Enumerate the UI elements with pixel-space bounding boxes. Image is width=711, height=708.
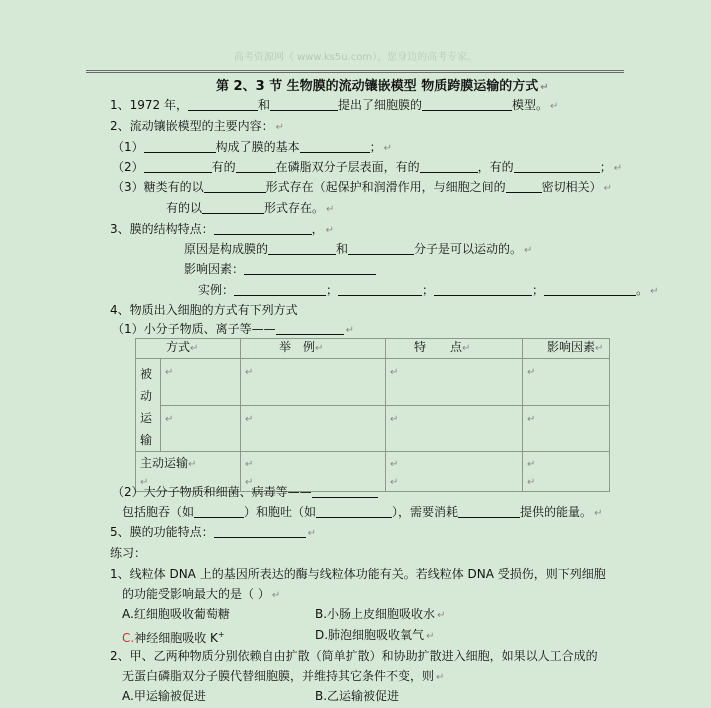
q2-line: 2、流动镶嵌模型的主要内容： ↵ (110, 119, 285, 133)
option-c: C.神经细胞吸收 K+ (122, 630, 225, 645)
q4-1-line: （1）小分子物质、离子等—— ↵ (112, 322, 355, 336)
header-rule-2 (86, 72, 624, 73)
exercise-1-line: 1、线粒体 DNA 上的基因所表达的酶与线粒体功能有关。若线粒体 DNA 受损伤，则下列细胞 (110, 567, 606, 581)
q2-1-line: （1） 构成了膜的基本 ； ↵ (112, 140, 393, 154)
table-cell: ↵ (241, 359, 386, 406)
table-cell: ↵ ↵ (241, 452, 386, 492)
table-header-factor: 影响因素↵ (523, 339, 610, 359)
table-cell: ↵ (386, 405, 523, 452)
option-d: D.肺泡细胞吸收氧气 ↵ (315, 628, 435, 642)
q2-2-line: （2） 有的 在磷脂双分子层表面，有的 ，有的 ； ↵ (112, 160, 623, 174)
option-b: B.小肠上皮细胞吸收水 ↵ (315, 607, 446, 621)
table-cell: ↵ ↵ (523, 452, 610, 492)
passive-label: 被 动 运 输 (136, 359, 161, 451)
table-header-example: 举 例↵ (241, 339, 386, 359)
option-2b: B.乙运输被促进 (315, 689, 400, 703)
table-header-method: 方式↵ (136, 339, 241, 359)
exercise-2-line: 2、甲、乙两种物质分别依赖自由扩散（简单扩散）和协助扩散进入细胞，如果以人工合成的 (110, 649, 598, 663)
table-active-label: 主动运输↵ ↵ (136, 452, 241, 492)
q4-2b-line: 包括胞吞（如 ）和胞吐（如 ），需要消耗 提供的能量。 ↵ (122, 505, 603, 519)
header-rule (86, 70, 624, 71)
q3-reason-line: 原因是构成膜的 和 分子是可以运动的。 ↵ (184, 242, 533, 256)
option-a: A.红细胞吸收葡萄糖 (122, 607, 230, 621)
section-title: 第 2、3 节 生物膜的流动镶嵌模型 物质跨膜运输的方式 ↵ (216, 79, 549, 94)
table-cell: ↵ (241, 405, 386, 452)
table-passive-cell: 被 动 运 输 ↵ ↵ (136, 359, 241, 452)
q4-line: 4、物质出入细胞的方式有下列方式 (110, 303, 298, 317)
exercise-2b-line: 无蛋白磷脂双分子膜代替细胞膜，并维持其它条件不变，则 ↵ (122, 669, 445, 683)
q4-2-line: （2）大分子物质和细菌、病毒等—— (112, 484, 378, 500)
table-cell: ↵ (523, 359, 610, 406)
q3-examples-line: 实例： ； ； ； 。 ↵ (198, 283, 659, 297)
q5-line: 5、膜的功能特点： ↵ (110, 525, 317, 539)
transport-table (135, 338, 610, 492)
q1-line: 1、1972 年， 和 提出了细胞膜的 模型。 ↵ (110, 98, 559, 112)
page-header: 高考资源网（ www.ks5u.com），您身边的高考专家。 (233, 52, 478, 63)
q3-factors-line: 影响因素： (184, 261, 376, 277)
q2-3-line: （3）糖类有的以 形式存在（起保护和润滑作用，与细胞之间的 密切相关） ↵ (112, 180, 613, 194)
table-cell: ↵ ↵ (386, 452, 523, 492)
option-2a: A.甲运输被促进 (122, 689, 206, 703)
table-cell: ↵ (523, 405, 610, 452)
q3-line: 3、膜的结构特点： ， ↵ (110, 222, 335, 236)
exercise-1b-line: 的功能受影响最大的是（ ） ↵ (122, 587, 281, 601)
table-header-feature: 特 点↵ (386, 339, 523, 359)
table-cell: ↵ (386, 359, 523, 406)
q2-3b-line: 有的以 形式存在。 ↵ (166, 201, 335, 215)
exercise-heading: 练习： (110, 546, 147, 560)
